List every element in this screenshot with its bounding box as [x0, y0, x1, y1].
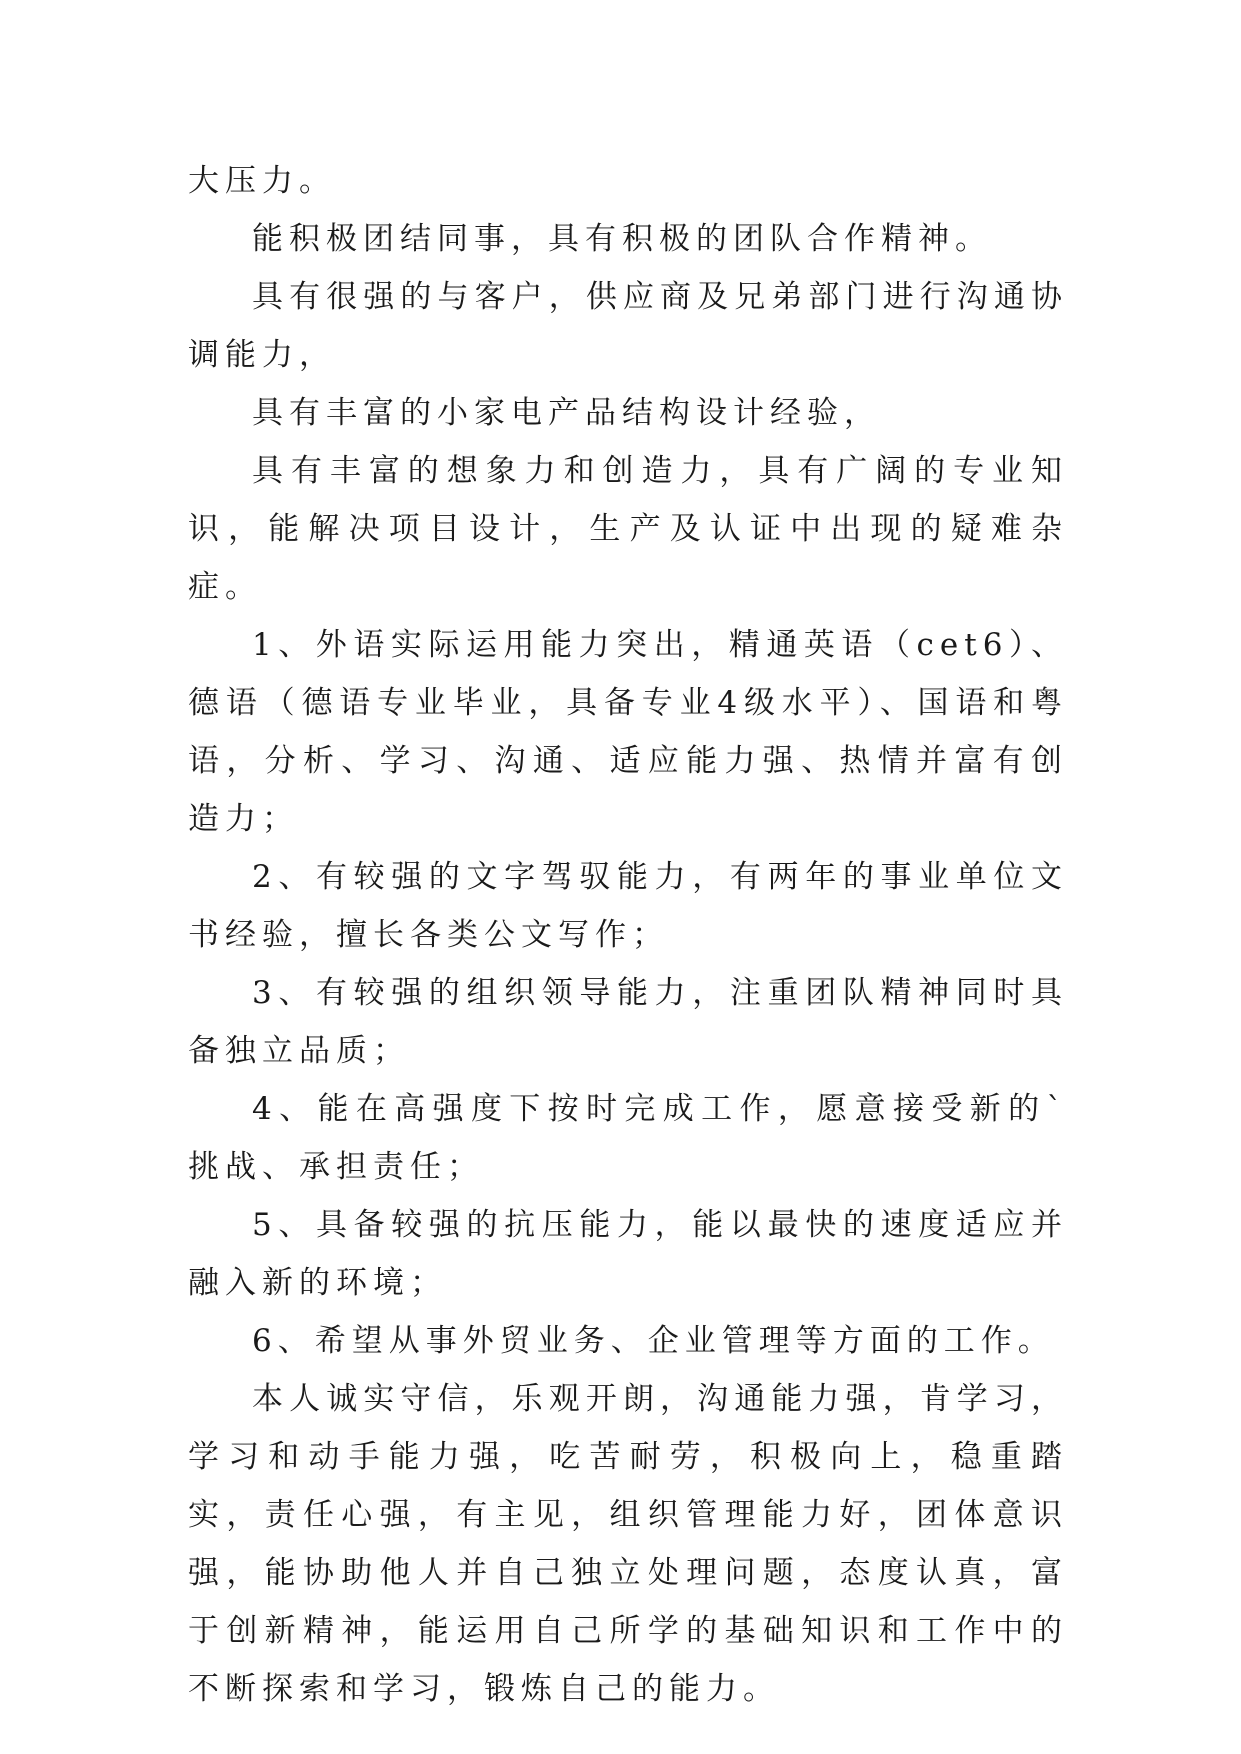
paragraph-3: 具有很强的与客户，供应商及兄弟部门进行沟通协调能力， [188, 279, 1068, 373]
paragraph-1: 大压力。 [188, 163, 336, 199]
paragraph-6: 1、外语实际运用能力突出，精通英语（cet6）、德语（德语专业毕业，具备专业4级水平）、国语和粤语，分析、学习、沟通、适应能力强、热情并富有创造力； [188, 627, 1068, 837]
paragraph-2: 能积极团结同事，具有积极的团队合作精神。 [252, 221, 992, 257]
paragraph-8: 3、有较强的组织领导能力，注重团队精神同时具备独立品质； [188, 975, 1068, 1069]
paragraph-9: 4、能在高强度下按时完成工作，愿意接受新的`挑战、承担责任； [188, 1091, 1068, 1185]
paragraph-4: 具有丰富的小家电产品结构设计经验， [252, 395, 881, 431]
paragraph-5: 具有丰富的想象力和创造力，具有广阔的专业知识，能解决项目设计，生产及认证中出现的疑难杂症。 [188, 453, 1068, 605]
paragraph-12: 本人诚实守信，乐观开朗，沟通能力强，肯学习，学习和动手能力强，吃苦耐劳，积极向上，稳重踏实，责任心强，有主见，组织管理能力好，团体意识强，能协助他人并自己独立处理问题，态度认真，富于创新精神，能运用自己所学的基础知识和工作中的不断探索和学习，锻炼自己的能力。 [188, 1381, 1068, 1707]
paragraph-7: 2、有较强的文字驾驭能力，有两年的事业单位文书经验，擅长各类公文写作； [188, 859, 1068, 953]
paragraph-10: 5、具备较强的抗压能力，能以最快的速度适应并融入新的环境； [188, 1207, 1068, 1301]
paragraph-11: 6、希望从事外贸业务、企业管理等方面的工作。 [252, 1323, 1055, 1359]
document-body [188, 152, 1068, 1718]
